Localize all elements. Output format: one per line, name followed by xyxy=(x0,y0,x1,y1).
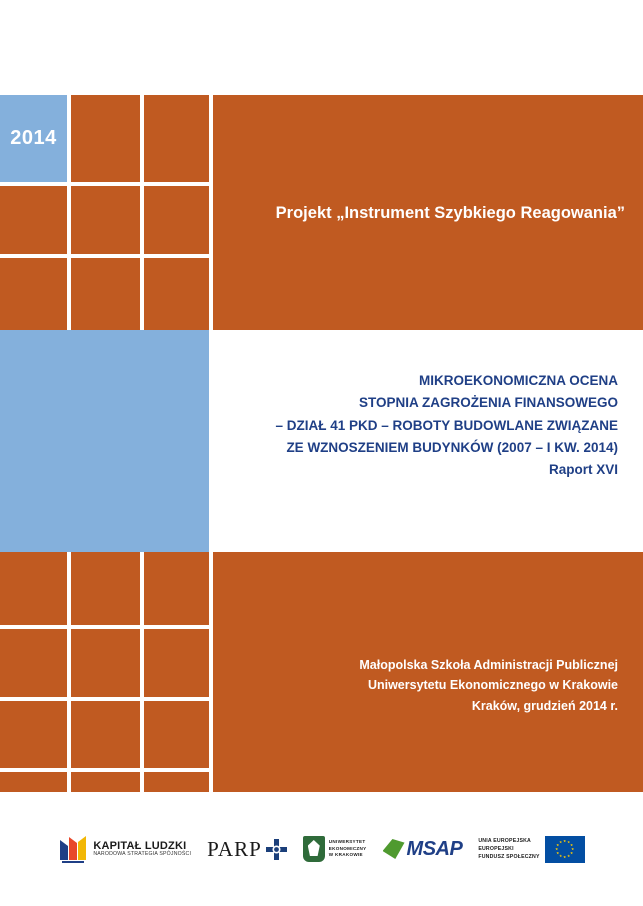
eu-star-icon xyxy=(559,841,562,844)
kapital-ludzki-subtitle: NARODOWA STRATEGIA SPÓJNOŚCI xyxy=(93,851,192,858)
year-badge: 2014 xyxy=(0,95,67,182)
eu-flag-icon xyxy=(545,836,585,863)
logo-strip xyxy=(0,792,643,906)
eu-text xyxy=(478,837,539,862)
eu-star-icon xyxy=(555,848,558,851)
report-title-line-4: ZE WZNOSZENIEM BUDYNKÓW (2007 – I KW. 2014) xyxy=(286,439,618,455)
grid-line-v xyxy=(67,552,71,792)
logo-uek xyxy=(303,829,367,869)
uek-line-3: W KRAKOWIE xyxy=(328,852,363,858)
eu-star-icon xyxy=(556,852,559,855)
grid-line-h xyxy=(0,254,213,258)
parp-wordmark: PARP xyxy=(207,836,262,861)
grid-line-v xyxy=(209,95,213,330)
parp-logo-icon xyxy=(266,839,287,860)
eu-star-icon xyxy=(570,844,573,847)
grid-line-v xyxy=(140,552,144,792)
report-title-line-2: STOPNIA ZAGROŻENIA FINANSOWEGO xyxy=(358,395,618,411)
eu-star-icon xyxy=(570,852,573,855)
eu-line-3: FUNDUSZ SPOŁECZNY xyxy=(478,854,540,861)
eu-line-1: UNIA EUROPEJSKA xyxy=(478,837,532,844)
grid-line-v xyxy=(140,95,144,330)
publisher-line-3: Kraków, grudzień 2014 r. xyxy=(471,698,618,713)
report-title-line-1: MIKROEKONOMICZNA OCENA xyxy=(419,373,618,388)
eu-star-icon xyxy=(559,854,562,857)
project-title: Projekt „Instrument Szybkiego Reagowania” xyxy=(275,204,625,222)
uek-line-2: EKONOMICZNY xyxy=(328,845,367,851)
uek-text xyxy=(329,839,367,860)
eu-star-icon xyxy=(571,848,574,851)
grid-line-h xyxy=(0,697,213,701)
msap-leaf-icon xyxy=(383,839,405,859)
grid-line-v xyxy=(67,95,71,330)
uek-crest-icon xyxy=(303,836,325,862)
logo-kapital-ludzki xyxy=(58,829,191,869)
logo-eu xyxy=(478,829,584,869)
publisher-line-2: Uniwersytetu Ekonomicznego w Krakowie xyxy=(367,678,618,693)
publisher-line-1: Małopolska Szkoła Administracji Publicznej xyxy=(359,658,618,672)
report-number: Raport XVI xyxy=(548,462,618,478)
report-title-line-3: – DZIAŁ 41 PKD – ROBOTY BUDOWLANE ZWIĄZANE xyxy=(275,417,618,433)
blue-block xyxy=(0,330,209,552)
eu-star-icon xyxy=(556,844,559,847)
report-title xyxy=(218,370,618,481)
kapital-ludzki-logo-icon xyxy=(58,834,88,864)
grid-line-h xyxy=(0,625,213,629)
logo-msap xyxy=(383,829,463,869)
publisher-block xyxy=(218,655,618,716)
eu-star-icon xyxy=(563,856,566,859)
grid-line-h xyxy=(0,768,213,772)
eu-line-2: EUROPEJSKI xyxy=(478,845,514,852)
grid-line-v xyxy=(209,552,213,792)
logo-parp xyxy=(207,829,287,869)
eu-star-icon xyxy=(563,840,566,843)
kapital-ludzki-title: KAPITAŁ LUDZKI xyxy=(93,839,187,852)
grid-line-h xyxy=(0,182,213,186)
msap-wordmark: MSAP xyxy=(406,837,463,860)
eu-star-icon xyxy=(567,854,570,857)
eu-star-icon xyxy=(567,841,570,844)
kapital-ludzki-text xyxy=(93,841,191,858)
uek-line-1: UNIWERSYTET xyxy=(328,838,366,844)
